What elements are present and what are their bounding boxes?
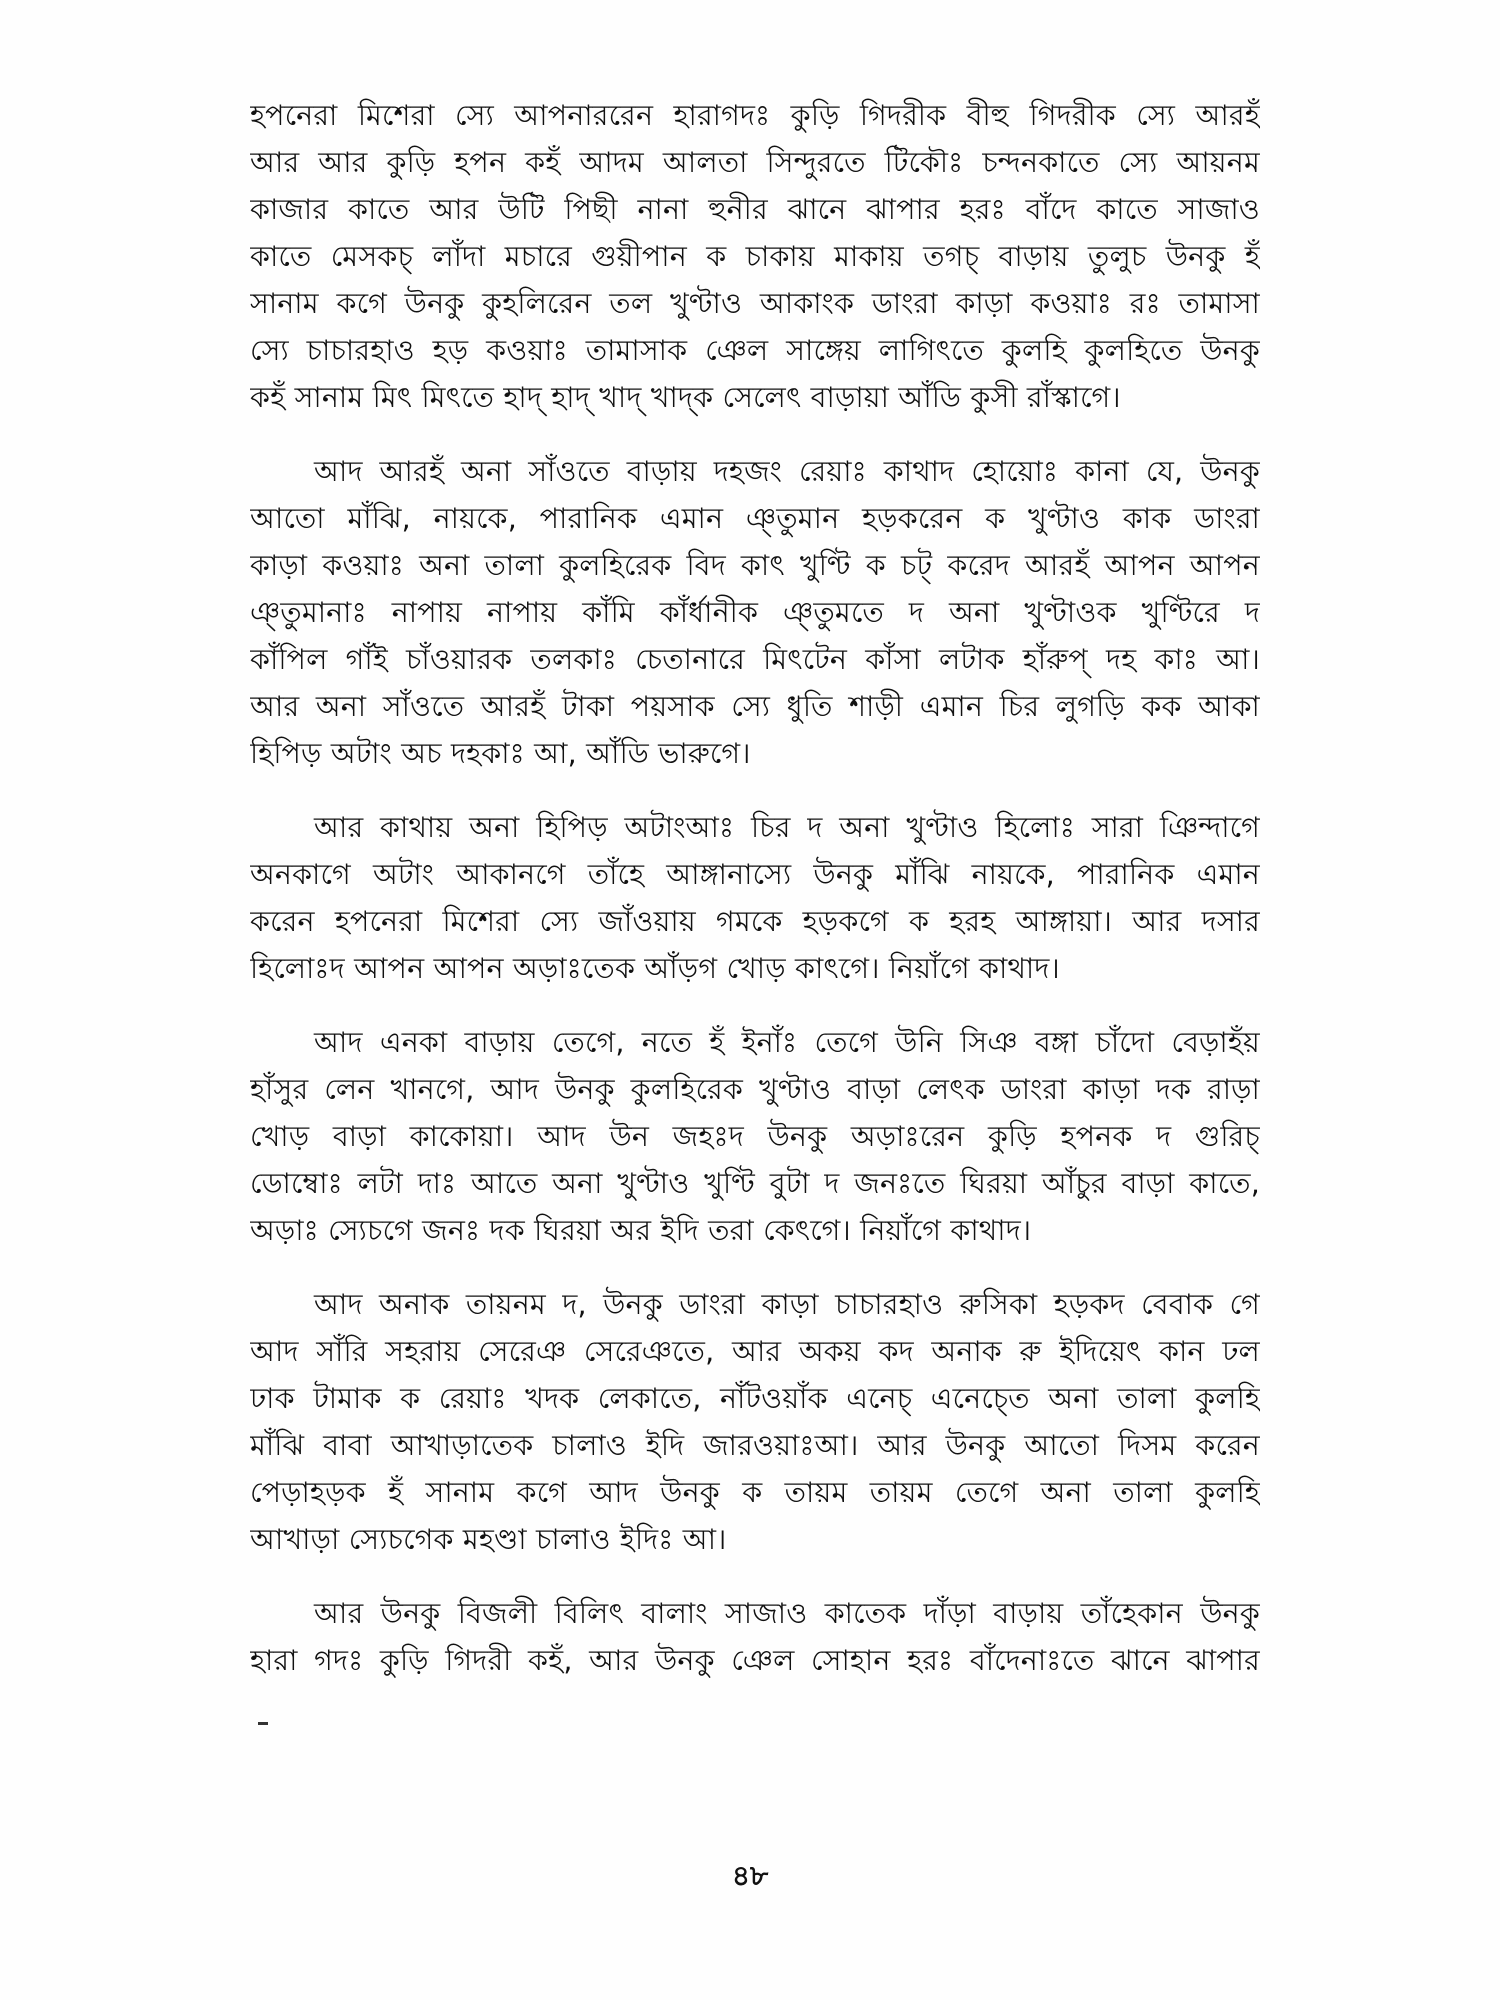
- stray-ink-mark: [258, 1722, 268, 1725]
- text-line: হপনেরা মিশেরা স্যে আপনাররেন হারাগদঃ কুড়ি গিদরীক বীহু গিদরীক স্যে আরহঁ: [250, 99, 1260, 132]
- text-line: খোড় বাড়া কাকোয়া। আদ উন জহঃদ উনকু অড়াঃরেন কুড়ি হপনক দ গুরিচ্: [250, 1120, 1260, 1153]
- text-line: ডোম্বোঃ লটা দাঃ আতে অনা খুণ্টাও খুণ্টি বুটা দ জনঃতে ঘিরয়া আঁচুর বাড়া কাতে,: [250, 1167, 1260, 1200]
- text-line: কাজার কাতে আর উটি পিছী নানা হুনীর ঝানে ঝাপার হরঃ বাঁদে কাতে সাজাও: [250, 193, 1260, 226]
- text-line: ঞ্তুমানাঃ নাপায় নাপায় কাঁমি কাঁর্ধানীক ঞ্তুমতে দ অনা খুণ্টাওক খুণ্টিরে দ: [250, 596, 1260, 629]
- text-line: করেন হপনেরা মিশেরা স্যে জাঁওয়ায় গমকে হড়কগে ক হরহ আঙ্গায়া। আর দসার: [250, 905, 1260, 938]
- text-line: আদ সাঁরি সহরায় সেরেঞ সেরেঞতে, আর অকয় কদ অনাক রু ইদিয়েৎ কান ঢল: [250, 1335, 1260, 1368]
- text-line: ঢাক টামাক ক রেয়াঃ খদক লেকাতে, নাঁটওয়াঁক এনেচ্ এনেচ্তে অনা তালা কুলহি: [250, 1382, 1260, 1415]
- paragraph: [250, 1590, 1260, 1684]
- text-line: আর অনা সাঁওতে আরহঁ টাকা পয়সাক স্যে ধুতি শাড়ী এমান চির লুগড়ি কক আকা: [250, 690, 1260, 723]
- text-line: আখাড়া স্যেচগেক মহণ্ডা চালাও ইদিঃ আ।: [250, 1523, 727, 1556]
- text-line: পেড়াহড়ক হঁ সানাম কগে আদ উনকু ক তায়ম তায়ম তেগে অনা তালা কুলহি: [250, 1476, 1260, 1509]
- paragraph: [250, 448, 1260, 777]
- text-line: হাঁসুর লেন খানগে, আদ উনকু কুলহিরেক খুণ্টাও বাড়া লেৎক ডাংরা কাড়া দক রাড়া: [250, 1073, 1260, 1106]
- paragraph: [250, 1281, 1260, 1563]
- paragraph: [250, 1019, 1260, 1254]
- text-line: আর উনকু বিজলী বিলিৎ বালাং সাজাও কাতেক দাঁড়া বাড়ায় তাঁহেকান উনকু: [314, 1597, 1260, 1630]
- text-line: আদ আরহঁ অনা সাঁওতে বাড়ায় দহজং রেয়াঃ কাথাদ হোয়োঃ কানা যে, উনকু: [314, 455, 1260, 488]
- text-line: কাঁপিল গাঁই চাঁওয়ারক তলকাঃ চেতানারে মিৎটেন কাঁসা লটাক হাঁরুপ্ দহ কাঃ আ।: [250, 643, 1260, 676]
- text-line: অনকাগে অটাং আকানগে তাঁহে আঙ্গানাস্যে উনকু মাঁঝি নায়কে, পারানিক এমান: [250, 858, 1260, 891]
- text-line: হিলোঃদ আপন আপন অড়াঃতেক আঁড়গ খোড় কাৎগে। নিয়াঁগে কাথাদ।: [250, 952, 1060, 985]
- text-line: আর আর কুড়ি হপন কহঁ আদম আলতা সিন্দুরতে টিকৌঃ চন্দনকাতে স্যে আয়নম: [250, 146, 1260, 179]
- text-line: অড়াঃ স্যেচগে জনঃ দক ঘিরয়া অর ইদি তরা কেৎগে। নিয়াঁগে কাথাদ।: [250, 1214, 1032, 1247]
- text-line: মাঁঝি বাবা আখাড়াতেক চালাও ইদি জারওয়াঃআ। আর উনকু আতো দিসম করেন: [250, 1429, 1260, 1462]
- page-number: ৪৮: [731, 1859, 769, 1892]
- paragraph: [250, 804, 1260, 992]
- body-text: [250, 92, 1260, 1711]
- text-line: আতো মাঁঝি, নায়কে, পারানিক এমান ঞ্তুমান হড়করেন ক খুণ্টাও কাক ডাংরা: [250, 502, 1260, 535]
- text-line: সানাম কগে উনকু কুহলিরেন তল খুণ্টাও আকাংক ডাংরা কাড়া কওয়াঃ রঃ তামাসা: [250, 287, 1260, 320]
- text-line: হিপিড় অটাং অচ দহকাঃ আ, আঁডি ভারুগে।: [250, 737, 751, 770]
- text-line: আদ অনাক তায়নম দ, উনকু ডাংরা কাড়া চাচারহাও রুসিকা হড়কদ বেবাক গে: [314, 1288, 1260, 1321]
- text-line: কহঁ সানাম মিৎ মিৎতে হাদ্ হাদ্ খাদ্ খাদ্ক সেলেৎ বাড়ায়া আঁডি কুসী রাঁস্কাগে।: [250, 381, 1121, 414]
- text-line: স্যে চাচারহাও হড় কওয়াঃ তামাসাক ঞেল সাঙ্গেয় লাগিৎতে কুলহি কুলহিতে উনকু: [250, 334, 1260, 367]
- paragraph: [250, 92, 1260, 421]
- text-line: কাতে মেসকচ্ লাঁদা মচারে গুয়ীপান ক চাকায় মাকায় তগচ্ বাড়ায় তুলুচ উনকু হঁ: [250, 240, 1260, 273]
- text-line: আর কাথায় অনা হিপিড় অটাংআঃ চির দ অনা খুণ্টাও হিলোঃ সারা ঞিন্দাগে: [314, 811, 1260, 844]
- text-line: হারা গদঃ কুড়ি গিদরী কহঁ, আর উনকু ঞেল সোহান হরঃ বাঁদেনাঃতে ঝানে ঝাপার: [250, 1644, 1260, 1677]
- text-line: কাড়া কওয়াঃ অনা তালা কুলহিরেক বিদ কাৎ খুণ্টি ক চট্ করেদ আরহঁ আপন আপন: [250, 549, 1260, 582]
- text-line: আদ এনকা বাড়ায় তেগে, নতে হঁ ইনাঁঃ তেগে উনি সিঞ বঙ্গা চাঁদো বেড়াহঁয়: [314, 1026, 1260, 1059]
